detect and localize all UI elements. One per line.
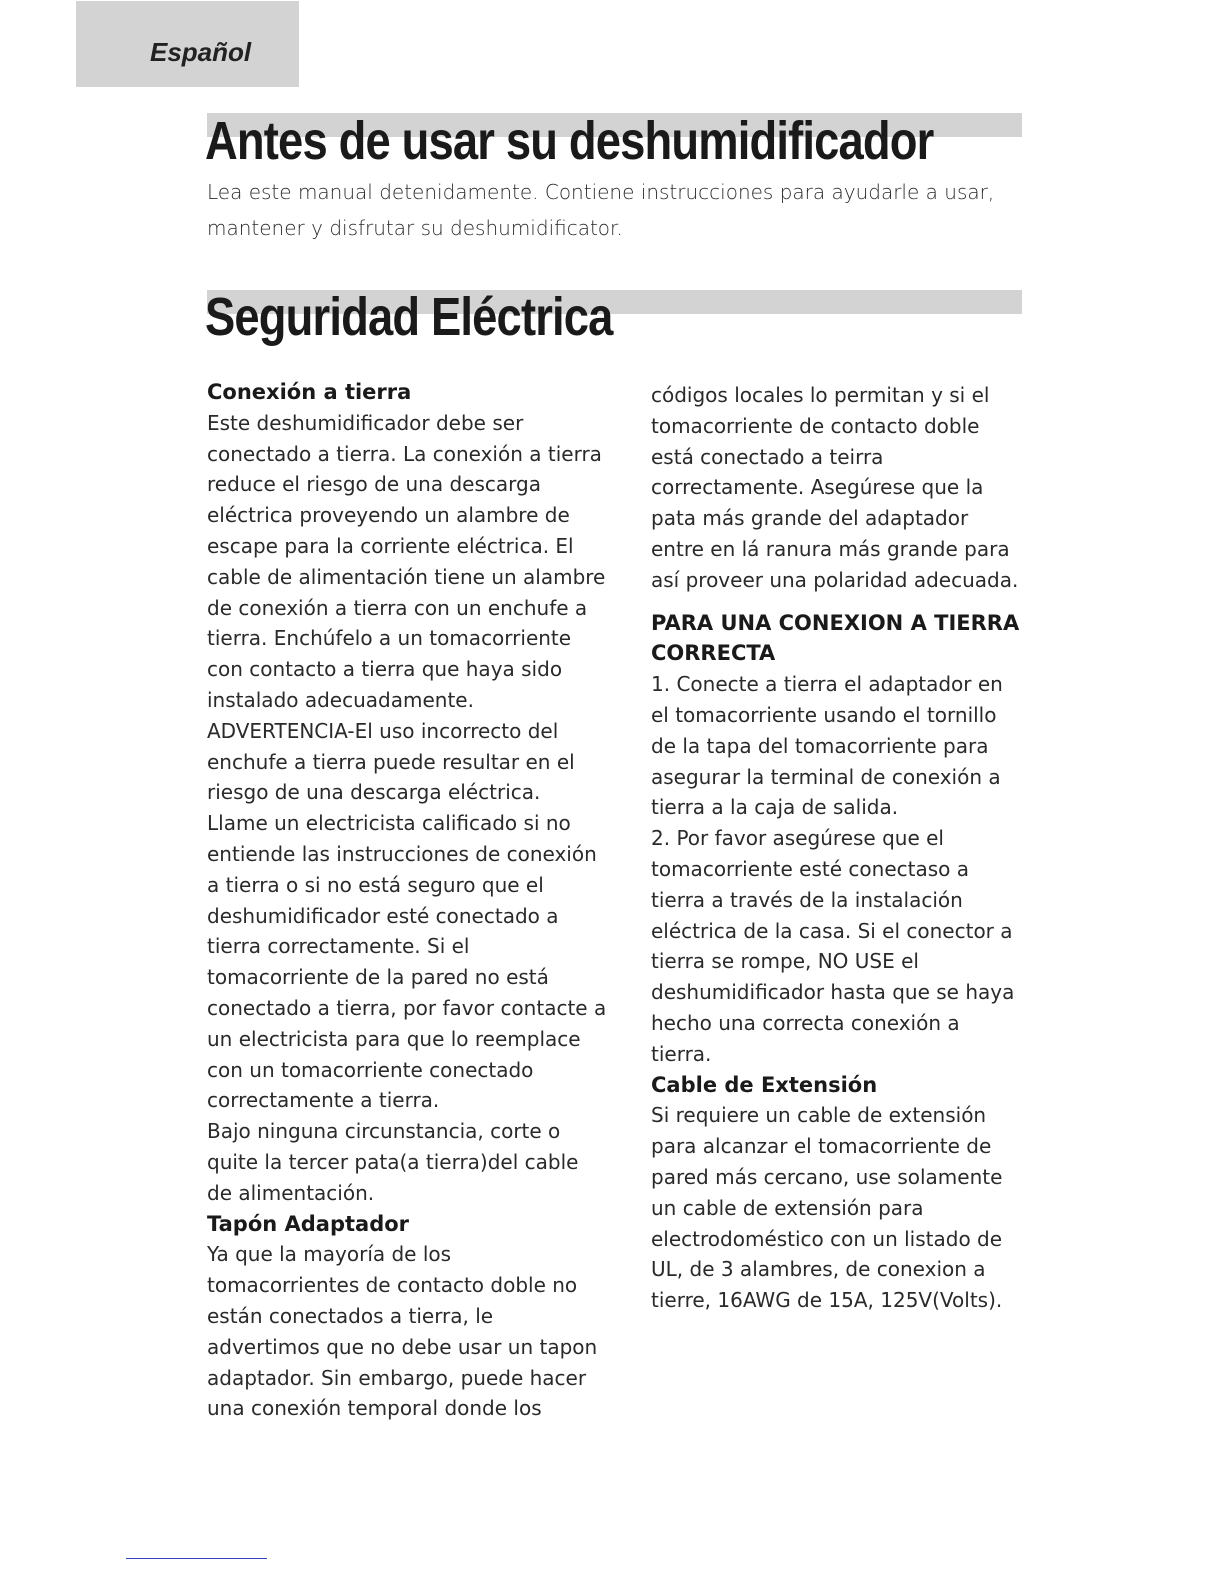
section2-title: Seguridad Eléctrica	[205, 287, 613, 347]
grounding-warning: ADVERTENCIA-El uso incorrecto del enchufe a tierra puede resultar en el riesgo de una descarga eléctrica. Llame un electricista calificado si no entiende las instrucciones de conexión a tierra o si no está seguro que el deshumidificador esté conectado a tierra correctamente. Si el tomacorriente de la pared no está conectado a tierra, por favor contacte a un electricista para que lo reemplace con un tomacorriente conectado correctamente a tierra.	[207, 718, 607, 1113]
adapter-paragraph-left: Ya que la mayoría de los tomacorrientes de contacto doble no están conectados a tierra, le advertimos que no debe usar un tapon adaptador. Sin embargo, puede hacer una conexión temporal donde los	[207, 1242, 598, 1421]
proper-grounding-step-1: 1. Conecte a tierra el adaptador en el tomacorriente usando el tornillo de la tapa del tomacorriente para asegurar la terminal de conexión a tierra a la caja de salida.	[651, 672, 1003, 820]
language-tab	[76, 1, 299, 87]
proper-grounding-heading: PARA UNA CONEXION A TIERRA CORRECTA	[651, 610, 1020, 666]
section1-title: Antes de usar su deshumidificador	[205, 111, 934, 171]
section1-intro: Lea este manual detenidamente. Contiene instrucciones para ayudarle a usar, mantener y disfrutar su deshumidificator.	[207, 180, 995, 240]
right-column	[651, 380, 1021, 1316]
grounding-heading: Conexión a tierra	[207, 380, 412, 404]
footnote-rule	[126, 1558, 267, 1559]
grounding-paragraph-1: Este deshumidificador debe ser conectado a tierra. La conexión a tierra reduce el riesgo de una descarga eléctrica proveyendo un alambre de escape para la corriente eléctrica. El cable de alimentación tiene un alambre de conexión a tierra con un enchufe a tierra. Enchúfelo a un tomacorriente con contacto a tierra que haya sido instalado adecuadamente.	[207, 410, 606, 712]
language-label: Español	[150, 37, 252, 67]
proper-grounding-step-2: 2. Por favor asegúrese que el tomacorriente esté conectaso a tierra a través de la instalación eléctrica de la casa. Si el conector a tierra se rompe, NO USE el deshumidificador hasta que se haya hecho una correcta conexión a tierra.	[651, 826, 1015, 1066]
extension-paragraph: Si requiere un cable de extensión para alcanzar el tomacorriente de pared más cercano, use solamente un cable de extensión para electrodoméstico con un listado de UL, de 3 alambres, de conexion a tierre, 16AWG de 15A, 125V(Volts).	[651, 1103, 1003, 1313]
adapter-heading: Tapón Adaptador	[207, 1211, 410, 1236]
left-column	[207, 377, 607, 1424]
adapter-paragraph-right: códigos locales lo permitan y si el tomacorriente de contacto doble está conectado a teirra correctamente. Asegúrese que la pata más grande del adaptador entre en lá ranura más grande para así proveer una polaridad adecuada.	[651, 383, 1019, 592]
grounding-paragraph-3: Bajo ninguna circunstancia, corte o quite la tercer pata(a tierra)del cable de alimentación.	[207, 1119, 579, 1205]
extension-heading: Cable de Extensión	[651, 1072, 878, 1097]
